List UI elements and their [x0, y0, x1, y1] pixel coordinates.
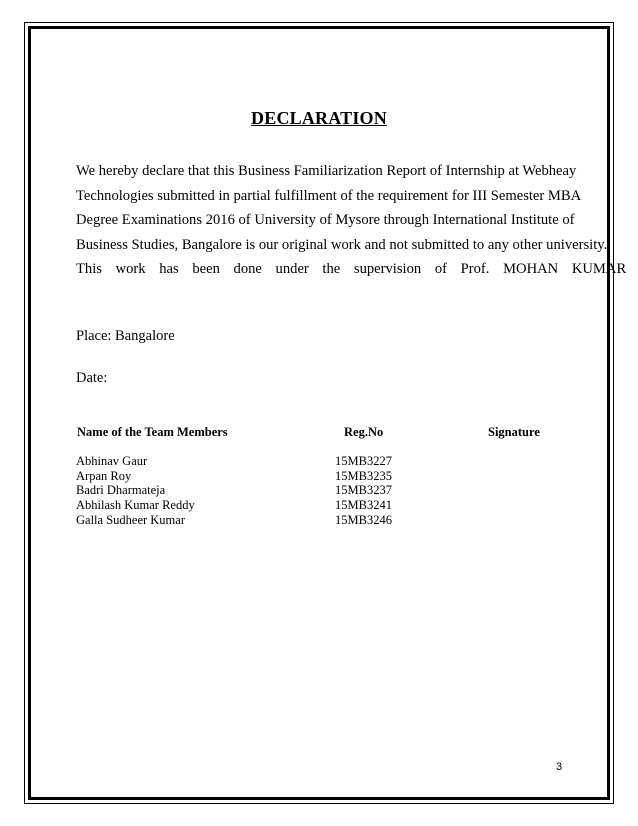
- header-reg-no: Reg.No: [344, 425, 384, 439]
- member-name: Abhilash Kumar Reddy: [76, 498, 195, 513]
- page-border-inner: [28, 26, 627, 800]
- header-signature: Signature: [488, 425, 540, 439]
- member-name: Arpan Roy: [76, 468, 132, 483]
- member-reg-no: 15MB3241: [335, 498, 392, 513]
- paragraph-line: We hereby declare that this Business Familiarization Report of Internship at Webheay: [76, 163, 577, 179]
- team-table-header: [0, 425, 638, 441]
- member-reg-no: 15MB3235: [335, 468, 392, 483]
- place-label: Place: Bangalore: [76, 328, 175, 344]
- page-number: 3: [556, 761, 563, 773]
- table-row: [0, 469, 638, 484]
- member-reg-no: 15MB3246: [335, 512, 392, 527]
- paragraph-line: Business Studies, Bangalore is our original work and not submitted to any other university.: [76, 236, 608, 253]
- table-row: [0, 513, 638, 528]
- header-name: Name of the Team Members: [77, 425, 228, 439]
- member-name: Abhinav Gaur: [76, 454, 148, 468]
- member-reg-no: 15MB3227: [335, 454, 392, 468]
- member-reg-no: 15MB3237: [335, 483, 392, 498]
- date-label: Date:: [76, 370, 108, 386]
- declaration-paragraph: [76, 159, 627, 282]
- paragraph-line: This work has been done under the supervision of Prof. MOHAN KUMAR: [76, 261, 627, 277]
- team-table-body: [0, 454, 638, 527]
- paragraph-line: Technologies submitted in partial fulfillment of the requirement for III Semester MBA: [76, 187, 582, 204]
- table-row: [0, 454, 638, 469]
- paragraph-line: Degree Examinations 2016 of University of Mysore through International Institute of: [76, 212, 575, 228]
- table-row: [0, 498, 638, 513]
- declaration-title: DECLARATION: [251, 108, 387, 128]
- member-name: Badri Dharmateja: [76, 483, 166, 498]
- table-row: [0, 483, 638, 498]
- member-name: Galla Sudheer Kumar: [76, 512, 185, 527]
